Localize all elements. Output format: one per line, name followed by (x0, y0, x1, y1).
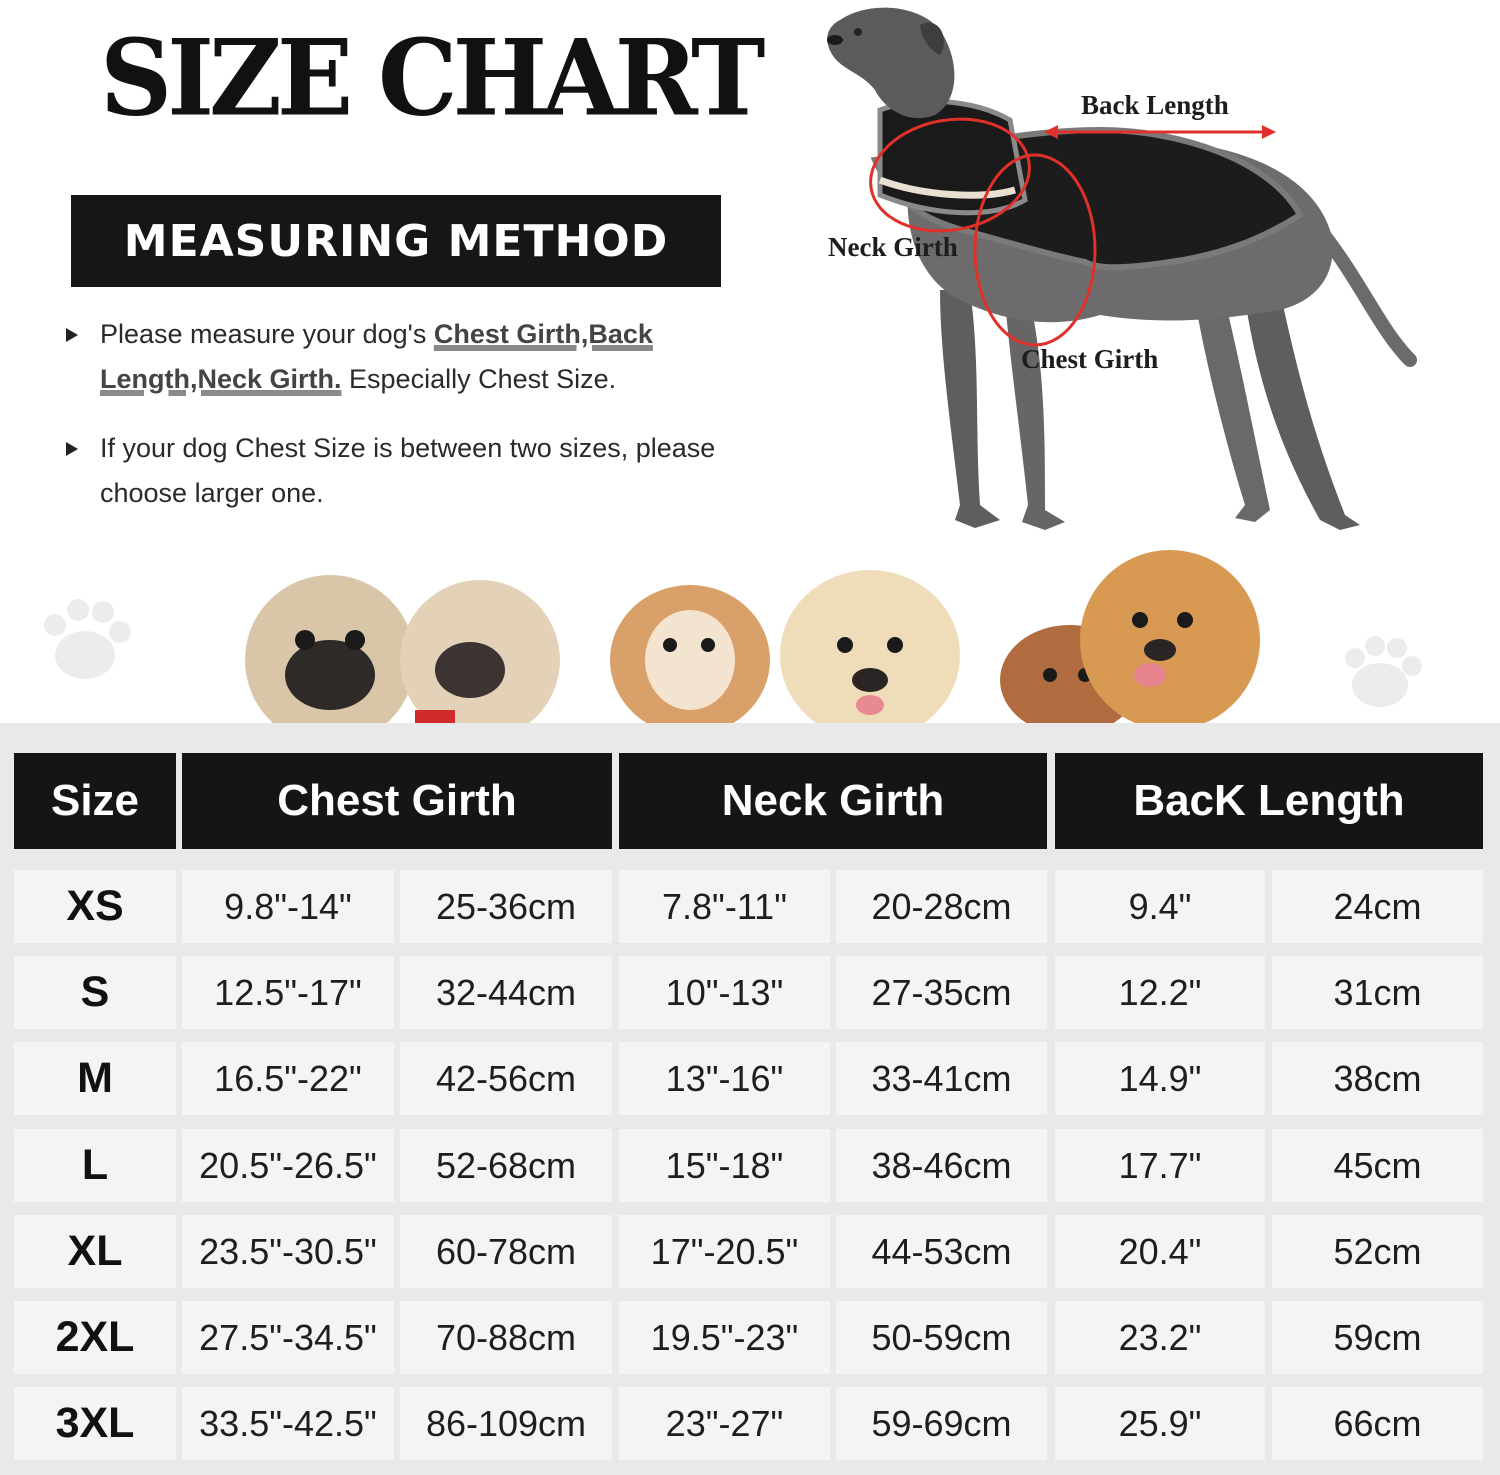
chest-cm-cell: 32-44cm (400, 956, 612, 1029)
neck-inch-cell: 7.8"-11" (619, 870, 830, 943)
back-cm-cell: 24cm (1272, 870, 1483, 943)
paw-print-icon (1345, 636, 1422, 707)
bullet-triangle-icon (66, 328, 78, 342)
neck-inch-cell: 23"-27" (619, 1387, 830, 1460)
instruction-measure-suffix: Especially Chest Size. (341, 364, 617, 394)
back-inch-cell: 17.7" (1055, 1129, 1265, 1202)
puppies-photo-strip (0, 550, 1500, 725)
chest-cm-cell: 60-78cm (400, 1215, 612, 1288)
chest-cm-cell: 25-36cm (400, 870, 612, 943)
back-length-label: Back Length (1081, 90, 1229, 120)
chest-cm-cell: 42-56cm (400, 1042, 612, 1115)
bullet-triangle-icon (66, 442, 78, 456)
puppies-image (0, 550, 1500, 725)
header-neck-girth: Neck Girth (619, 753, 1047, 849)
size-cell: 3XL (14, 1387, 176, 1460)
header-back-length: BacK Length (1055, 753, 1483, 849)
neck-cm-cell: 20-28cm (836, 870, 1047, 943)
chest-inch-cell: 16.5"-22" (182, 1042, 394, 1115)
chest-inch-cell: 23.5"-30.5" (182, 1215, 394, 1288)
back-inch-cell: 9.4" (1055, 870, 1265, 943)
size-cell: L (14, 1129, 176, 1202)
chest-inch-cell: 20.5"-26.5" (182, 1129, 394, 1202)
back-cm-cell: 31cm (1272, 956, 1483, 1029)
back-inch-cell: 20.4" (1055, 1215, 1265, 1288)
back-cm-cell: 59cm (1272, 1301, 1483, 1374)
neck-girth-label: Neck Girth (828, 232, 958, 262)
size-cell: 2XL (14, 1301, 176, 1374)
instruction-measure-highlight: Chest Girth,Back Length,Neck Girth. (100, 319, 653, 394)
neck-cm-cell: 33-41cm (836, 1042, 1047, 1115)
chest-cm-cell: 86-109cm (400, 1387, 612, 1460)
neck-inch-cell: 17"-20.5" (619, 1215, 830, 1288)
size-cell: XL (14, 1215, 176, 1288)
back-inch-cell: 12.2" (1055, 956, 1265, 1029)
neck-inch-cell: 19.5"-23" (619, 1301, 830, 1374)
chest-cm-cell: 52-68cm (400, 1129, 612, 1202)
dog-measurement-diagram (800, 0, 1440, 560)
measuring-instructions (62, 312, 722, 540)
back-cm-cell: 52cm (1272, 1215, 1483, 1288)
size-cell: S (14, 956, 176, 1029)
chest-inch-cell: 33.5"-42.5" (182, 1387, 394, 1460)
back-cm-cell: 38cm (1272, 1042, 1483, 1115)
measuring-method-heading: MEASURING METHOD (71, 195, 721, 287)
neck-inch-cell: 15"-18" (619, 1129, 830, 1202)
instruction-between-sizes-text: If your dog Chest Size is between two sizes, please choose larger one. (100, 433, 716, 508)
back-inch-cell: 23.2" (1055, 1301, 1265, 1374)
neck-cm-cell: 44-53cm (836, 1215, 1047, 1288)
back-cm-cell: 66cm (1272, 1387, 1483, 1460)
chest-girth-label: Chest Girth (1021, 344, 1159, 374)
neck-cm-cell: 38-46cm (836, 1129, 1047, 1202)
instruction-between-sizes (62, 426, 722, 516)
chest-inch-cell: 9.8"-14" (182, 870, 394, 943)
great-dane-in-coat-image (800, 0, 1440, 560)
header-size: Size (14, 753, 176, 849)
page-title: SIZE CHART (100, 15, 761, 140)
paw-print-icon (44, 599, 131, 679)
instruction-measure-text: Please measure your dog's (100, 319, 434, 349)
back-inch-cell: 25.9" (1055, 1387, 1265, 1460)
neck-cm-cell: 50-59cm (836, 1301, 1047, 1374)
back-cm-cell: 45cm (1272, 1129, 1483, 1202)
header-chest-girth: Chest Girth (182, 753, 612, 849)
size-cell: XS (14, 870, 176, 943)
size-cell: M (14, 1042, 176, 1115)
neck-inch-cell: 13"-16" (619, 1042, 830, 1115)
chest-cm-cell: 70-88cm (400, 1301, 612, 1374)
instruction-measure (62, 312, 722, 402)
neck-inch-cell: 10"-13" (619, 956, 830, 1029)
chest-inch-cell: 27.5"-34.5" (182, 1301, 394, 1374)
neck-cm-cell: 27-35cm (836, 956, 1047, 1029)
back-inch-cell: 14.9" (1055, 1042, 1265, 1115)
chest-inch-cell: 12.5"-17" (182, 956, 394, 1029)
neck-cm-cell: 59-69cm (836, 1387, 1047, 1460)
